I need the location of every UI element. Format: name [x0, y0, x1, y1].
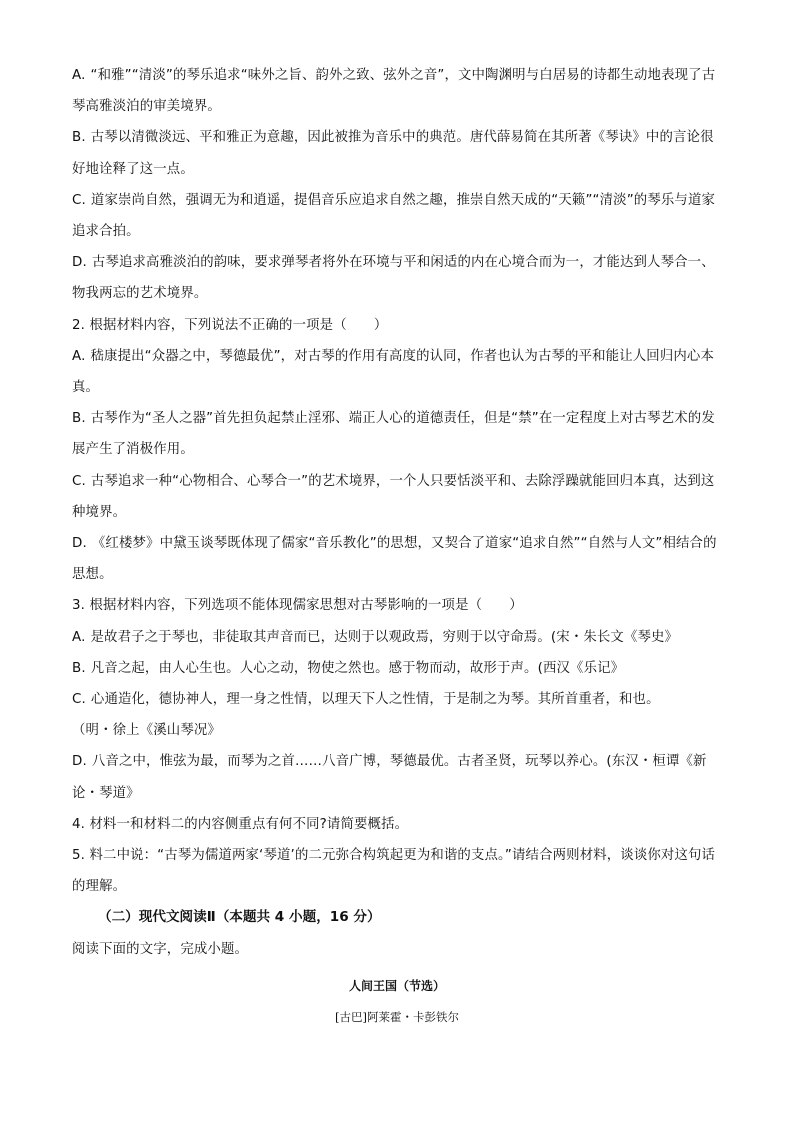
- q3-option-b: B. 凡音之起，由人心生也。人心之动，物使之然也。感于物而动，故形于声。(西汉《乐记》: [72, 660, 625, 676]
- q1-option-d: D. 古琴追求高雅淡泊的韵味，要求弹琴者将外在环境与平和闲适的内在心境合而为一，才能达到人琴合一、物我两忘的艺术境界。: [72, 255, 715, 302]
- q3-stem: 3. 根据材料内容，下列选项不能体现儒家思想对古琴影响的一项是（ ）: [72, 598, 523, 614]
- reading-instruction: 阅读下面的文字，完成小题。: [72, 941, 249, 957]
- q2-option-a: A. 嵇康提出“众器之中，琴德最优”，对古琴的作用有高度的认同，作者也认为古琴的平和能让人回归内心本真。: [72, 348, 714, 396]
- q3-option-d: D. 八音之中，惟弦为最，而琴为之首……八音广博，琴德最优。古者圣贤，玩琴以养心。(东汉・桓谭《新论・琴道》: [72, 754, 707, 801]
- q1-option-a: A. “和雅”“清淡”的琴乐追求“味外之旨、韵外之致、弦外之音”，文中陶渊明与白居易的诗都生动地表现了古琴高雅淡泊的审美境界。: [72, 68, 716, 115]
- q2-stem: 2. 根据材料内容，下列说法不正确的一项是（ ）: [72, 317, 388, 333]
- article-author: [古巴]阿莱霍・卡彭铁尔: [335, 1009, 459, 1024]
- q2-option-b: B. 古琴作为“圣人之器”首先担负起禁止淫邪、端正人心的道德责任，但是“禁”在一定程度上对古琴艺术的发展产生了消极作用。: [72, 411, 715, 458]
- q3-option-c: C. 心通造化，德协神人，理一身之性情，以理天下人之性情，于是制之为琴。其所首重者，和也。: [72, 692, 660, 708]
- question-5: 5. 料二中说：“古琴为儒道两家‘琴道’的二元弥合构筑起更为和谐的支点。”请结合两则材料，谈谈你对这句话的理解。: [72, 848, 716, 895]
- question-3: [72, 590, 722, 808]
- question-4: 4. 材料一和材料二的内容侧重点有何不同?请简要概括。: [72, 816, 409, 832]
- q3-option-c-source: （明・徐上《溪山琴况》: [72, 723, 221, 739]
- q1-option-c: C. 道家崇尚自然，强调无为和逍遥，提倡音乐应追求自然之趣，推崇自然天成的“天籁”“清淡”的琴乐与道家追求合拍。: [72, 192, 716, 240]
- question-1-options: [72, 60, 722, 310]
- document-page: [72, 60, 722, 1033]
- article-title: 人间王国（节选）: [348, 978, 445, 993]
- q3-option-a: A. 是故君子之于琴也，非徒取其声音而已，达则于以观政焉，穷则于以守命焉。(宋・朱长文《琴史》: [72, 629, 679, 645]
- q1-option-b: B. 古琴以清微淡远、平和雅正为意趣，因此被推为音乐中的典范。唐代薛易简在其所著《琴诀》中的言论很好地诠释了这一点。: [72, 130, 714, 177]
- section-2-title: （二）现代文阅读Ⅱ（本题共 4 小题，16 分）: [98, 909, 381, 926]
- q2-option-d: D. 《红楼梦》中黛玉谈琴既体现了儒家“音乐教化”的思想，又契合了道家“追求自然”“自然与人文”相结合的思想。: [72, 536, 717, 583]
- q2-option-c: C. 古琴追求一种“心物相合、心琴合一”的艺术境界，一个人只要恬淡平和、去除浮躁就能回归本真，达到这种境界。: [72, 473, 715, 520]
- question-2: [72, 310, 722, 591]
